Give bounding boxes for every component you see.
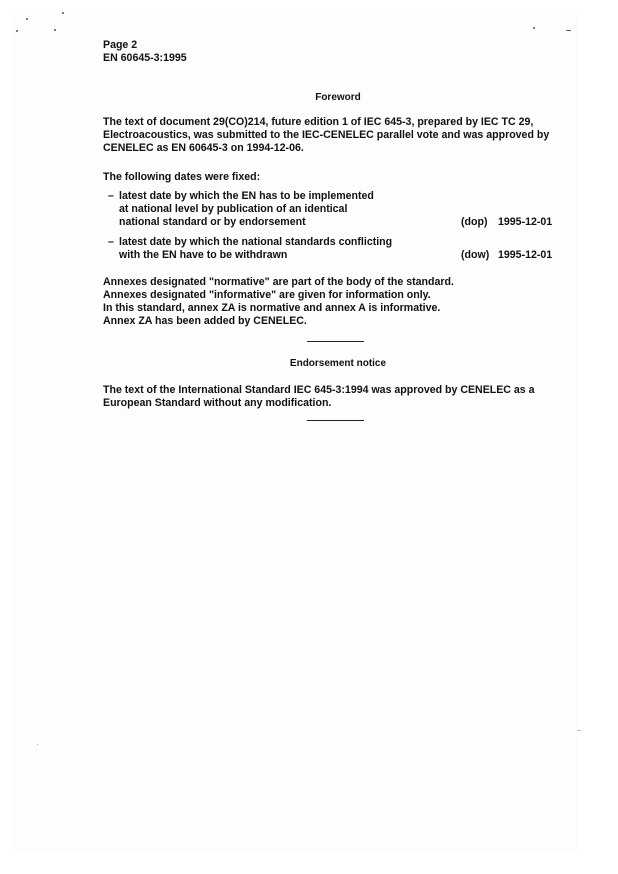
list-dash: – (108, 190, 114, 202)
scan-speck (37, 744, 38, 745)
paragraph-line: CENELEC as EN 60645-3 on 1994-12-06. (103, 142, 304, 154)
date-item-line: latest date by which the national standards conflicting (119, 236, 393, 248)
date-value: 1995-12-01 (498, 249, 553, 261)
paragraph-line: The text of the International Standard IEC 645-3:1994 was approved by CENELEC as a (103, 384, 535, 396)
paragraph-line: The text of document 29(CO)214, future edition 1 of IEC 645-3, prepared by IEC TC 29, (103, 116, 534, 128)
list-dash: – (108, 236, 114, 248)
paragraph-line: European Standard without any modification. (103, 397, 332, 409)
scan-speck (533, 27, 535, 29)
section-divider (307, 420, 364, 421)
paragraph-line: The following dates were fixed: (103, 171, 261, 183)
scan-speck (566, 30, 571, 31)
section-divider (307, 341, 364, 342)
date-item-text (119, 236, 392, 262)
date-abbreviation: (dow) (461, 249, 490, 261)
paragraph-line: In this standard, annex ZA is normative and annex A is informative. (103, 302, 441, 314)
dates-intro (103, 171, 575, 184)
date-item-dop (108, 190, 568, 230)
paragraph-line: Electroacoustics, was submitted to the IEC-CENELEC parallel vote and was approved by (103, 129, 550, 141)
scan-speck (62, 12, 64, 14)
standard-identifier: EN 60645-3:1995 (103, 52, 187, 64)
date-item-text (119, 190, 374, 229)
date-item-line: latest date by which the EN has to be implemented (119, 190, 374, 202)
foreword-intro-paragraph (103, 116, 575, 155)
scan-speck (16, 30, 18, 32)
date-item-line: at national level by publication of an identical (119, 203, 348, 215)
scan-speck (26, 18, 28, 20)
paragraph-line: Annexes designated "normative" are part of the body of the standard. (103, 276, 454, 288)
paragraph-line: Annexes designated "informative" are given for information only. (103, 289, 431, 301)
date-item-line: with the EN have to be withdrawn (119, 249, 288, 261)
date-item-dow (108, 236, 568, 264)
paragraph-line: Annex ZA has been added by CENELEC. (103, 315, 307, 327)
page-number-label: Page 2 (103, 39, 138, 51)
foreword-title: Foreword (315, 92, 361, 103)
date-abbreviation: (dop) (461, 216, 488, 228)
scan-speck (577, 730, 581, 731)
annex-paragraph (103, 276, 575, 328)
endorsement-paragraph (103, 384, 575, 410)
page-header (103, 39, 187, 65)
date-item-line: national standard or by endorsement (119, 216, 306, 228)
scan-speck (54, 29, 56, 31)
endorsement-title: Endorsement notice (289, 358, 387, 369)
date-value: 1995-12-01 (498, 216, 553, 228)
